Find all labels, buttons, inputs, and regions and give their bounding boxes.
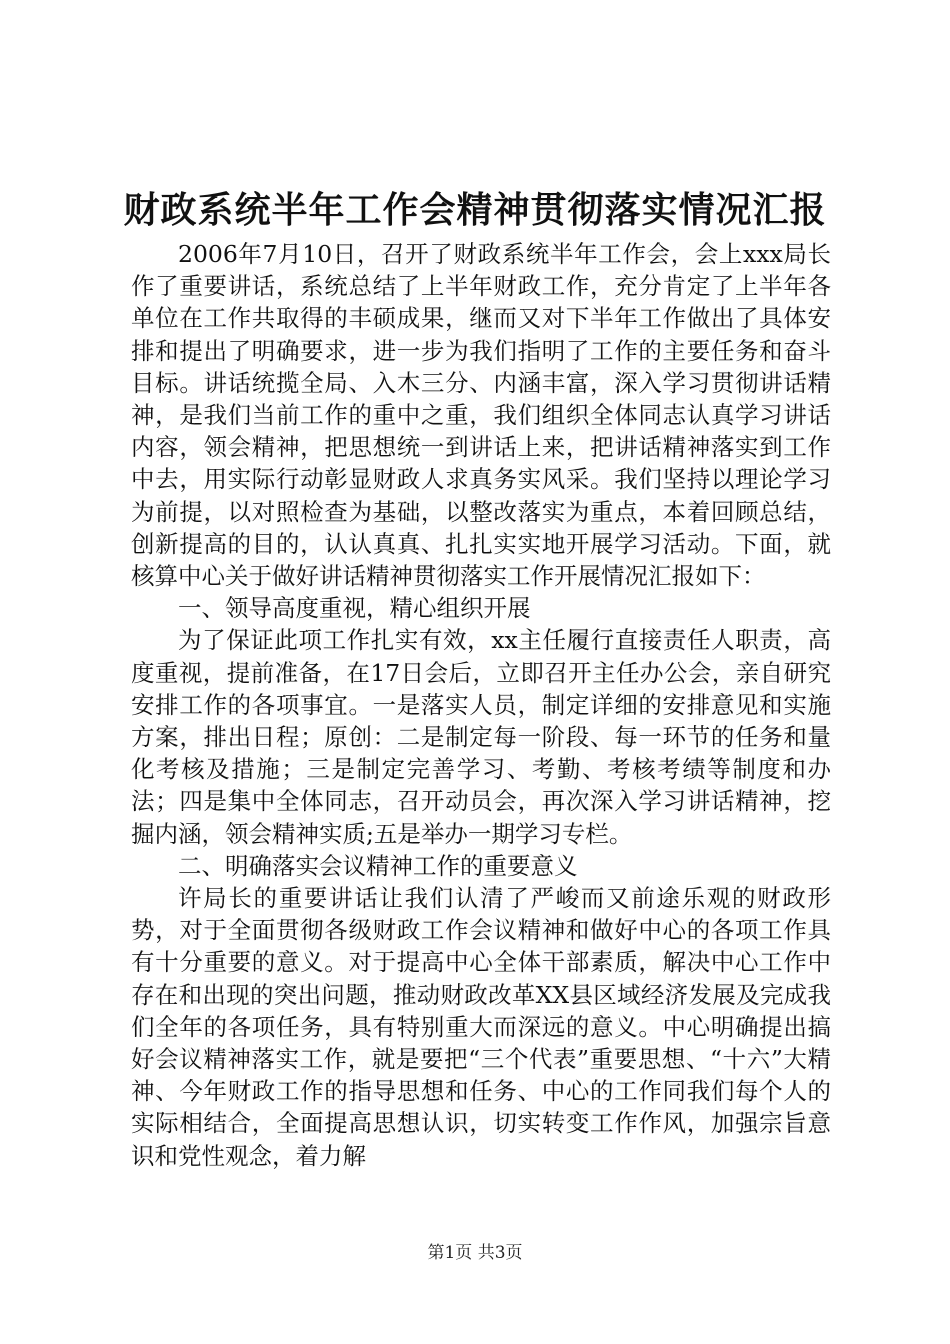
paragraph-intro: 2006年7月10日，召开了财政系统半年工作会，会上xxx局长作了重要讲话，系统总结了上半年财政工作，充分肯定了上半年各单位在工作共取得的丰硕成果，继而又对下半年工作做出了具体安排和提出了明确要求，进一步为我们指明了工作的主要任务和奋斗目标。讲话统揽全局、入木三分、内涵丰富，深入学习贯彻讲话精神，是我们当前工作的重中之重，我们组织全体同志认真学习讲话内容，领会精神，把思想统一到讲话上来，把讲话精神落实到工作中去，用实际行动彰显财政人求真务实风采。我们坚持以理论学习为前提，以对照检查为基础，以整改落实为重点，本着回顾总结，创新提高的目的，认认真真、扎扎实实地开展学习活动。下面，就核算中心关于做好讲话精神贯彻落实工作开展情况汇报如下：: [131, 240, 831, 591]
paragraph-section-2: 许局长的重要讲话让我们认清了严峻而又前途乐观的财政形势，对于全面贯彻各级财政工作会议精神和做好中心的各项工作具有十分重要的意义。对于提高中心全体干部素质，解决中心工作中存在和出现的突出问题，推动财政改革XX县区域经济发展及完成我们全年的各项任务，具有特别重大而深远的意义。中心明确提出搞好会议精神落实工作，就是要把“三个代表”重要思想、“十六”大精神、今年财政工作的指导思想和任务、中心的工作同我们每个人的实际相结合，全面提高思想认识，切实转变工作作风，加强宗旨意识和党性观念，着力解: [131, 884, 831, 1170]
document-title: 财政系统半年工作会精神贯彻落实情况汇报: [123, 189, 827, 231]
section-heading-1: 一、领导高度重视，精心组织开展: [178, 594, 531, 623]
page-footer: 第1页 共3页: [427, 1243, 523, 1263]
document-body: [131, 238, 831, 1172]
paragraph-section-1: 为了保证此项工作扎实有效，xx主任履行直接责任人职责，高度重视，提前准备，在17日会后，立即召开主任办公会，亲自研究安排工作的各项事宜。一是落实人员，制定详细的安排意见和实施方案，排出日程；原创：二是制定每一阶段、每一环节的任务和量化考核及措施；三是制定完善学习、考勤、考核考绩等制度和办法；四是集中全体同志，召开动员会，再次深入学习讲话精神，挖掘内涵，领会精神实质;五是举办一期学习专栏。: [131, 626, 831, 848]
section-heading-2: 二、明确落实会议精神工作的重要意义: [178, 851, 578, 880]
